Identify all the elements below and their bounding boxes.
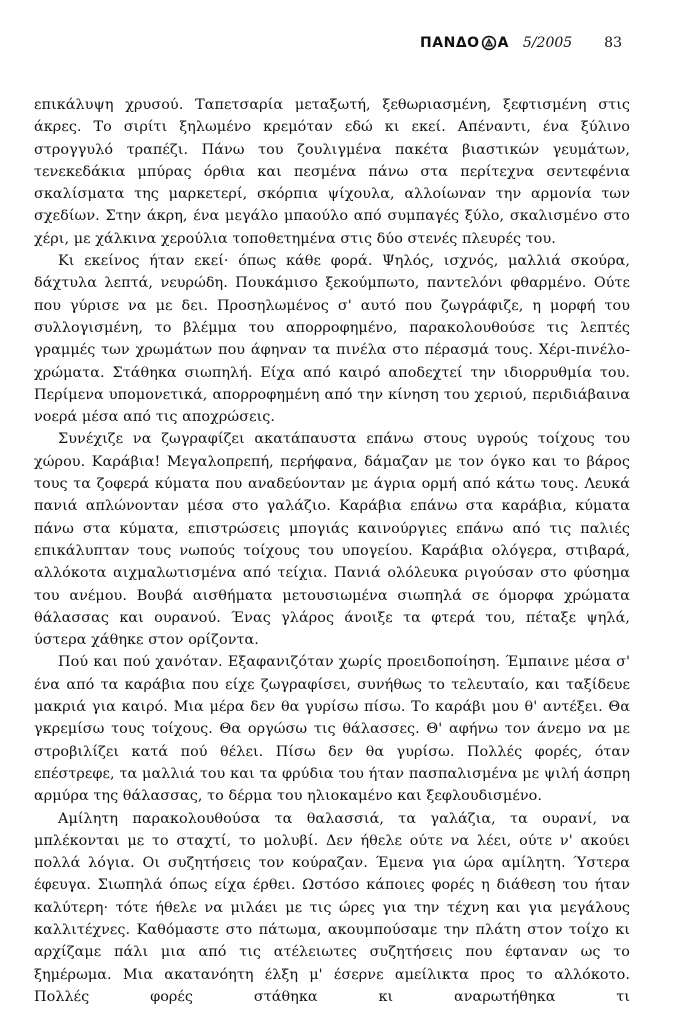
journal-logo-icon xyxy=(481,35,497,51)
paragraph-4: Πού και πού χανόταν. Εξαφανιζόταν χωρίς προειδοποίηση. Έμπαινε μέσα σ' ένα από τα καράβια που είχε ζωγραφίσει, συνήθως το τελευταίο, και ταξίδευε μακριά για καιρό. Μια μέρα δεν θα γυρίσω πίσω. Το καράβι μου θ' αντέξει. Θα γκρεμίσω τους τοίχους. Θα οργώσω τις θάλασσες. Θ' αφήνω τον άνεμο να με στροβιλίζει κατά πού θέλει. Πίσω δεν θα γυρίσω. Πολλές φορές, όταν επέστρεφε, τα μαλλιά του και τα φρύδια του ήταν πασπαλισμένα με ψιλή άσπρη αρμύρα της θάλασσας, το δέρμα του ηλιοκαμένο και ξεφλουδισμένο. xyxy=(34,654,630,805)
paragraph-1: επικάλυψη χρυσού. Ταπετσαρία μεταξωτή, ξεθωριασμένη, ξεφτισμένη στις άκρες. Το σιρίτι ξηλωμένο κρεμόταν εδώ κι εκεί. Απέναντι, ένα ξύλινο στρογγυλό τραπέζι. Πάνω του ζουλιγμένα πακέτα βιαστικών γευμάτων, τενεκεδάκια μπύρας όρθια και πεσμένα πάνω στα περίτεχνα σεντεφένια σκαλίσματα της μαρκετερί, σκόρπια ψίχουλα, αλλοίωναν την αρμονία των σχεδίων. Στην άκρη, ένα μεγάλο μπαούλο από συμπαγές ξύλο, σκαλισμένο στο χέρι, με χάλκινα χερούλια τοποθετημένα στις δύο στενές πλευρές του. xyxy=(34,97,630,247)
paragraph-2: Κι εκείνος ήταν εκεί· όπως κάθε φορά. Ψηλός, ισχνός, μαλλιά σκούρα, δάχτυλα λεπτά, νευρώδη. Πουκάμισο ξεκούμπωτο, παντελόνι φθαρμένο. Ούτε που γύρισε να με δει. Προσηλωμένος σ' αυτό που ζωγράφιζε, η μορφή του συλλογισμένη, το βλέμμα του απορροφημένο, παρακολουθούσε τις λεπτές γραμμές των χρωμάτων που άφηναν τα πινέλα στο πέρασμά τους. Χέρι-πινέλο-χρώματα. Στάθηκα σιωπηλή. Είχα από καιρό αποδεχτεί την ιδιορρυθμία του. Περίμενα υπομονετικά, απορροφημένη από την κίνηση του χεριού, περιδιάβαινα νοερά μέσα από τις αποχρώσεις. xyxy=(34,253,630,426)
running-header xyxy=(60,32,622,54)
paragraph-3: Συνέχιζε να ζωγραφίζει ακατάπαυστα επάνω στους υγρούς τοίχους του χώρου. Καράβια! Μεγαλοπρεπή, περήφανα, δάμαζαν με τον όγκο και το βάρος τους τα ζοφερά κύματα που αναδεύονταν με άγρια ορμή από κάτω τους. Λευκά πανιά απλώνονταν μέσα στο γαλάζιο. Καράβια επάνω στα καράβια, κύματα πάνω στα κύματα, επιστρώσεις μπογιάς καινούργιες επάνω από τις παλιές επικάλυπταν τους νωπούς τοίχους του υπογείου. Καράβια ολόγερα, στιβαρά, αλλόκοτα αιχμαλωτισμένα από τείχια. Πανιά ολόλευκα ριγούσαν στο φύσημα του ανέμου. Βουβά αισθήματα μετουσιωμένα σιωπηλά σε όμορφα χρώματα θάλασσας και ουρανού. Ένας γλάρος άνοιξε τα φτερά του, πέταξε ψηλά, ύστερα χάθηκε στον ορίζοντα. xyxy=(34,431,630,649)
journal-name xyxy=(420,35,509,51)
body-text xyxy=(34,94,630,1008)
paragraph-5: Αμίλητη παρακολουθούσα τα θαλασσιά, τα γαλάζια, τα ουρανί, να μπλέκονται με το σταχτί, το μολυβί. Δεν ήθελε ούτε να λέει, ούτε ν' ακούει πολλά λόγια. Οι συζητήσεις τον κούραζαν. Έμενα για ώρα αμίλητη. Ύστερα έφευγα. Σιωπηλά όπως είχα έρθει. Ωστόσο κάποιες φορές η διάθεση του ήταν καλύτερη· τότε ήθελε να μιλάει με τις ώρες για την τέχνη και για μεγάλους καλλιτέχνες. Καθόμαστε στο πάτωμα, ακουμπούσαμε την πλάτη στον τοίχο κι αρχίζαμε πάλι μια από τις ατέλειωτες συζητήσεις που έφταναν ως το ξημέρωμα. Μια ακατανόητη έλξη μ' έσερνε αμείλικτα προς το αλλόκοτο. Πολλές φορές στάθηκα κι αναρωτήθηκα τι xyxy=(34,810,630,1005)
issue-number: 5/2005 xyxy=(522,35,573,51)
journal-name-part1: ΠΑΝΔΟ xyxy=(420,35,480,51)
page-number: 83 xyxy=(604,35,622,51)
journal-name-part2: Α xyxy=(497,35,509,51)
